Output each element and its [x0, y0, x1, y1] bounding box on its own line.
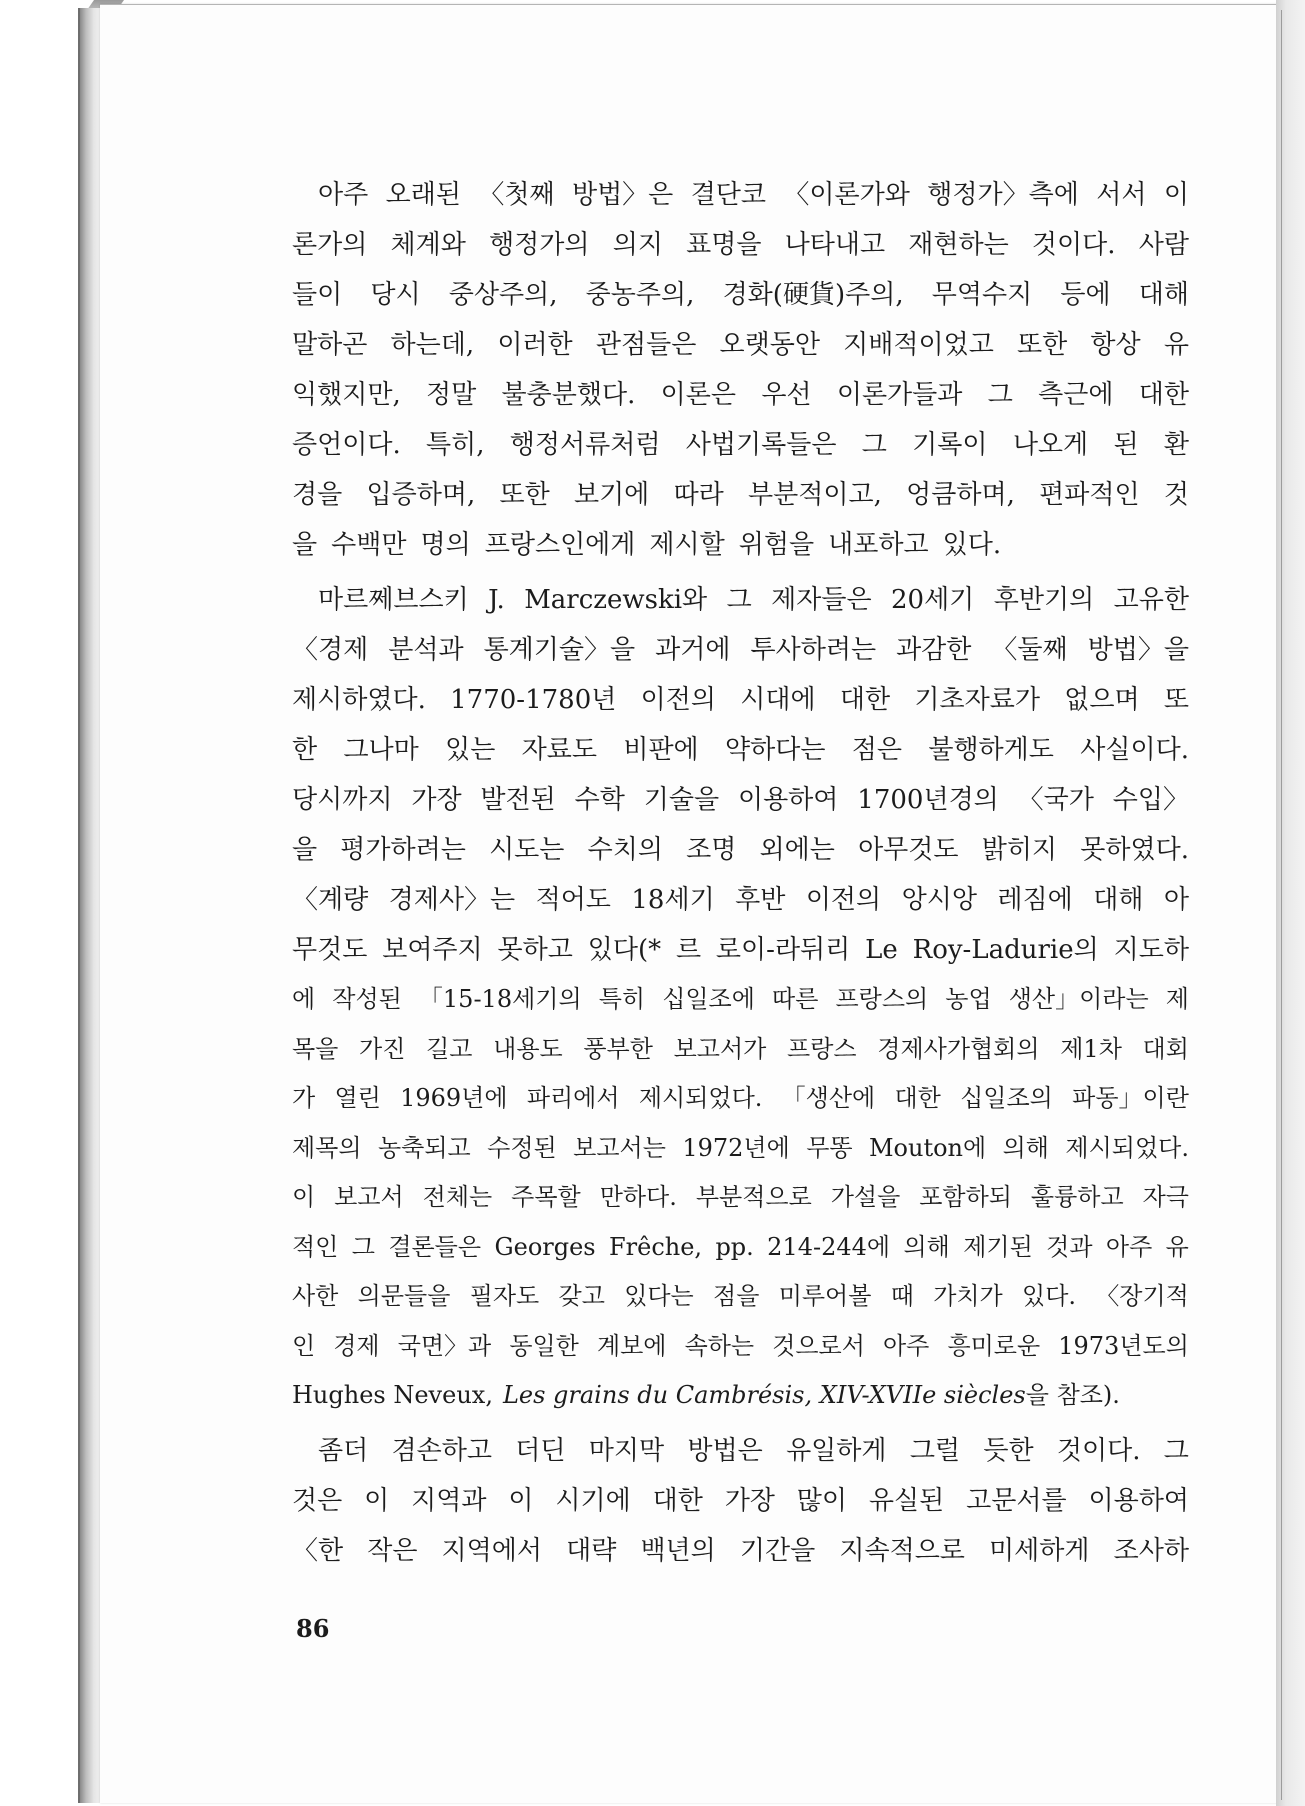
text-line: 좀더 겸손하고 더딘 마지막 방법은 유일하게 그럴 듯한 것이다. 그	[318, 1435, 1189, 1466]
text-line: 제목의 농축되고 수정된 보고서는 1972년에 무똥 Mouton에 의해 제시되었다.	[292, 1133, 1189, 1162]
text-line: 한 그나마 있는 자료도 비판에 약하다는 점은 불행하게도 사실이다.	[292, 735, 1189, 765]
citation-author: Hughes Neveux,	[292, 1381, 493, 1409]
text-line: 사한 의문들을 필자도 갖고 있다는 점을 미루어볼 때 가치가 있다. 〈장기적	[292, 1282, 1189, 1310]
text-line: 익했지만, 정말 불충분했다. 이론은 우선 이론가들과 그 측근에 대한	[292, 380, 1189, 410]
paragraph-1	[292, 170, 1189, 575]
text-line: 〈한 작은 지역에서 대략 백년의 기간을 지속적으로 미세하게 조사하	[292, 1535, 1189, 1566]
page-body-text	[292, 170, 1189, 1576]
text-line: 마르쩨브스키 J. Marczewski와 그 제자들은 20세기 후반기의 고유한	[318, 585, 1189, 615]
text-line: 당시까지 가장 발전된 수학 기술을 이용하여 1700년경의 〈국가 수입〉	[292, 785, 1189, 815]
text-line: 〈경제 분석과 통계기술〉을 과거에 투사하려는 과감한 〈둘째 방법〉을	[292, 635, 1189, 665]
text-line: 적인 그 결론들은 Georges Frêche, pp. 214-244에 의해 제기된 것과 아주 유	[292, 1232, 1189, 1261]
text-line: 아주 오래된 〈첫째 방법〉은 결단코 〈이론가와 행정가〉측에 서서 이	[318, 180, 1189, 210]
text-line: 것은 이 지역과 이 시기에 대한 가장 많이 유실된 고문서를 이용하여	[292, 1485, 1189, 1516]
citation-tail: 을 참조).	[1025, 1381, 1120, 1409]
text-line: 경을 입증하며, 또한 보기에 따라 부분적이고, 엉큼하며, 편파적인 것	[292, 480, 1189, 510]
text-line: 말하곤 하는데, 이러한 관점들은 오랫동안 지배적이었고 또한 항상 유	[292, 330, 1189, 360]
footnote-last-line	[292, 1371, 1189, 1421]
text-line: 론가의 체계와 행정가의 의지 표명을 나타내고 재현하는 것이다. 사람	[292, 230, 1189, 260]
citation-title: Les grains du Cambrésis, XIV-XVIIe siècles	[502, 1381, 1026, 1409]
paragraph-2	[292, 575, 1189, 975]
page-fold-line	[1281, 10, 1282, 1800]
text-line: 이 보고서 전체는 주목할 만하다. 부분적으로 가설을 포함하되 훌륭하고 자극	[292, 1183, 1189, 1211]
text-line: 목을 가진 길고 내용도 풍부한 보고서가 프랑스 경제사가협회의 제1차 대회	[292, 1034, 1189, 1063]
text-line: 제시하였다. 1770-1780년 이전의 시대에 대한 기초자료가 없으며 또	[292, 685, 1189, 715]
paragraph-3	[292, 1426, 1189, 1576]
text-line: 가 열린 1969년에 파리에서 제시되었다. 「생산에 대한 십일조의 파동」이란	[292, 1084, 1189, 1112]
text-line: 에 작성된 「15-18세기의 특히 십일조에 따른 프랑스의 농업 생산」이라는 제	[292, 985, 1189, 1013]
text-line: 을 평가하려는 시도는 수치의 조명 외에는 아무것도 밝히지 못하였다.	[292, 835, 1189, 865]
page-number: 86	[296, 1614, 330, 1643]
text-line: 을 수백만 명의 프랑스인에게 제시할 위험을 내포하고 있다.	[292, 530, 1002, 560]
text-line: 증언이다. 특히, 행정서류처럼 사법기록들은 그 기록이 나오게 된 환	[292, 430, 1189, 460]
text-line: 들이 당시 중상주의, 중농주의, 경화(硬貨)주의, 무역수지 등에 대해	[292, 280, 1189, 310]
text-line: 인 경제 국면〉과 동일한 계보에 속하는 것으로서 아주 흥미로운 1973년도의	[292, 1331, 1189, 1360]
footnote-paragraph	[292, 975, 1189, 1371]
text-line: 무것도 보여주지 못하고 있다(* 르 로이-라뒤리 Le Roy-Ladurie의 지도하	[292, 935, 1189, 965]
text-line: 〈계량 경제사〉는 적어도 18세기 후반 이전의 앙시앙 레짐에 대해 아	[292, 885, 1189, 915]
